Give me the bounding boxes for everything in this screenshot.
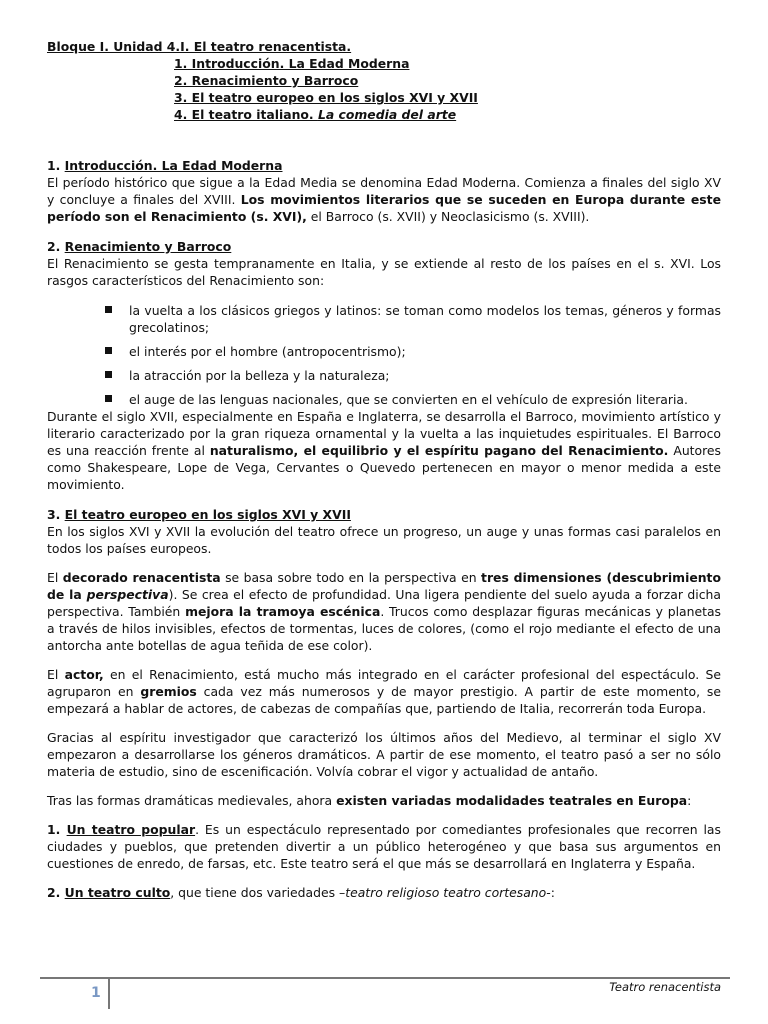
table-of-contents xyxy=(47,55,721,123)
section-renacimiento-barroco xyxy=(47,238,721,493)
list-item: el interés por el hombre (antropocentrismo); xyxy=(47,343,721,360)
section-heading: 1. Introducción. La Edad Moderna xyxy=(47,158,283,173)
paragraph: En los siglos XVI y XVII la evolución del teatro ofrece un progreso, un auge y unas formas casi paralelos en todos los países europeos. xyxy=(47,524,721,556)
paragraph: Gracias al espíritu investigador que caracterizó los últimos años del Medievo, al terminar el siglo XV empezaron a desarrollarse los géneros dramáticos. A partir de ese momento, el teatro pasó a ser no sólo materia de estudio, sino de escenificación. Volvía cobrar el vigor y actualidad de antaño. xyxy=(47,730,721,779)
paragraph: 1. Un teatro popular. Es un espectáculo representado por comediantes profesionales que recorren las ciudades y pueblos, que pretenden divertir a un público heterogéneo y que basa sus argumentos en cuestiones de enredo, de farsas, etc. Este teatro será el que más se desarrollará en Inglaterra y España. xyxy=(47,822,721,871)
paragraph: Durante el siglo XVII, especialmente en España e Inglaterra, se desarrolla el Barroco, movimiento artístico y literario caracterizado por la gran riqueza ornamental y la vuelta a las inquietudes espirituales. El Barroco es una reacción frente al naturalismo, el equilibrio y el espíritu pagano del Renacimiento. Autores como Shakespeare, Lope de Vega, Cervantes o Quevedo pertenecen en mayor o menor medida a este movimiento. xyxy=(47,409,722,492)
paragraph: Tras las formas dramáticas medievales, ahora existen variadas modalidades teatrales en Europa: xyxy=(47,793,692,808)
footer-title: Teatro renacentista xyxy=(609,980,721,994)
toc-item: 4. El teatro italiano. La comedia del arte xyxy=(174,107,457,122)
list-item: la vuelta a los clásicos griegos y latinos: se toman como modelos los temas, géneros y formas grecolatinos; xyxy=(47,302,721,336)
bullet-list xyxy=(47,302,721,408)
paragraph: 2. Un teatro culto, que tiene dos variedades –teatro religioso teatro cortesano-: xyxy=(47,885,555,900)
document-title: Bloque I. Unidad 4.I. El teatro renacentista. xyxy=(47,39,352,54)
document-page xyxy=(47,38,721,901)
section-teatro-europeo xyxy=(47,506,721,901)
paragraph: El decorado renacentista se basa sobre todo en la perspectiva en tres dimensiones (descubrimiento de la perspectiva). Se crea el efecto de profundidad. Una ligera pendiente del suelo ayuda a forzar dicha perspectiva. También mejora la tramoya escénica. Trucos como desplazar figuras mecánicas y planetas a través de hilos invisibles, efectos de tormentas, luces de colores, (como el rojo mediante el efecto de una antorcha ante botellas de agua teñida de ese color). xyxy=(47,570,721,653)
footer-rule xyxy=(40,977,730,979)
section-heading: 3. El teatro europeo en los siglos XVI y XVII xyxy=(47,507,351,522)
list-item: el auge de las lenguas nacionales, que se convierten en el vehículo de expresión literaria. xyxy=(47,391,721,408)
square-bullet-icon xyxy=(105,371,112,378)
footer-divider xyxy=(108,979,110,1009)
section-heading: 2. Renacimiento y Barroco xyxy=(47,239,232,254)
list-item: la atracción por la belleza y la naturaleza; xyxy=(47,367,721,384)
toc-item: 2. Renacimiento y Barroco xyxy=(174,73,359,88)
square-bullet-icon xyxy=(105,306,112,313)
square-bullet-icon xyxy=(105,347,112,354)
page-number: 1 xyxy=(91,985,101,1001)
paragraph: El Renacimiento se gesta tempranamente en Italia, y se extiende al resto de los países en el s. XVI. Los rasgos característicos del Renacimiento son: xyxy=(47,256,721,288)
toc-item: 1. Introducción. La Edad Moderna xyxy=(174,56,410,71)
paragraph: El período histórico que sigue a la Edad Media se denomina Edad Moderna. Comienza a finales del siglo XV y concluye a finales del XVIII. Los movimientos literarios que se suceden en Europa durante este período son el Renacimiento (s. XVI), el Barroco (s. XVII) y Neoclasicismo (s. XVIII). xyxy=(47,175,721,224)
square-bullet-icon xyxy=(105,395,112,402)
paragraph: El actor, en el Renacimiento, está mucho más integrado en el carácter profesional del espectáculo. Se agruparon en gremios cada vez más numerosos y de mayor prestigio. A partir de este momento, se empezará a hablar de actores, de cabezas de compañías que, partiendo de Italia, recorrerán toda Europa. xyxy=(47,667,721,716)
toc-item: 3. El teatro europeo en los siglos XVI y XVII xyxy=(174,90,478,105)
section-introduccion xyxy=(47,157,721,225)
